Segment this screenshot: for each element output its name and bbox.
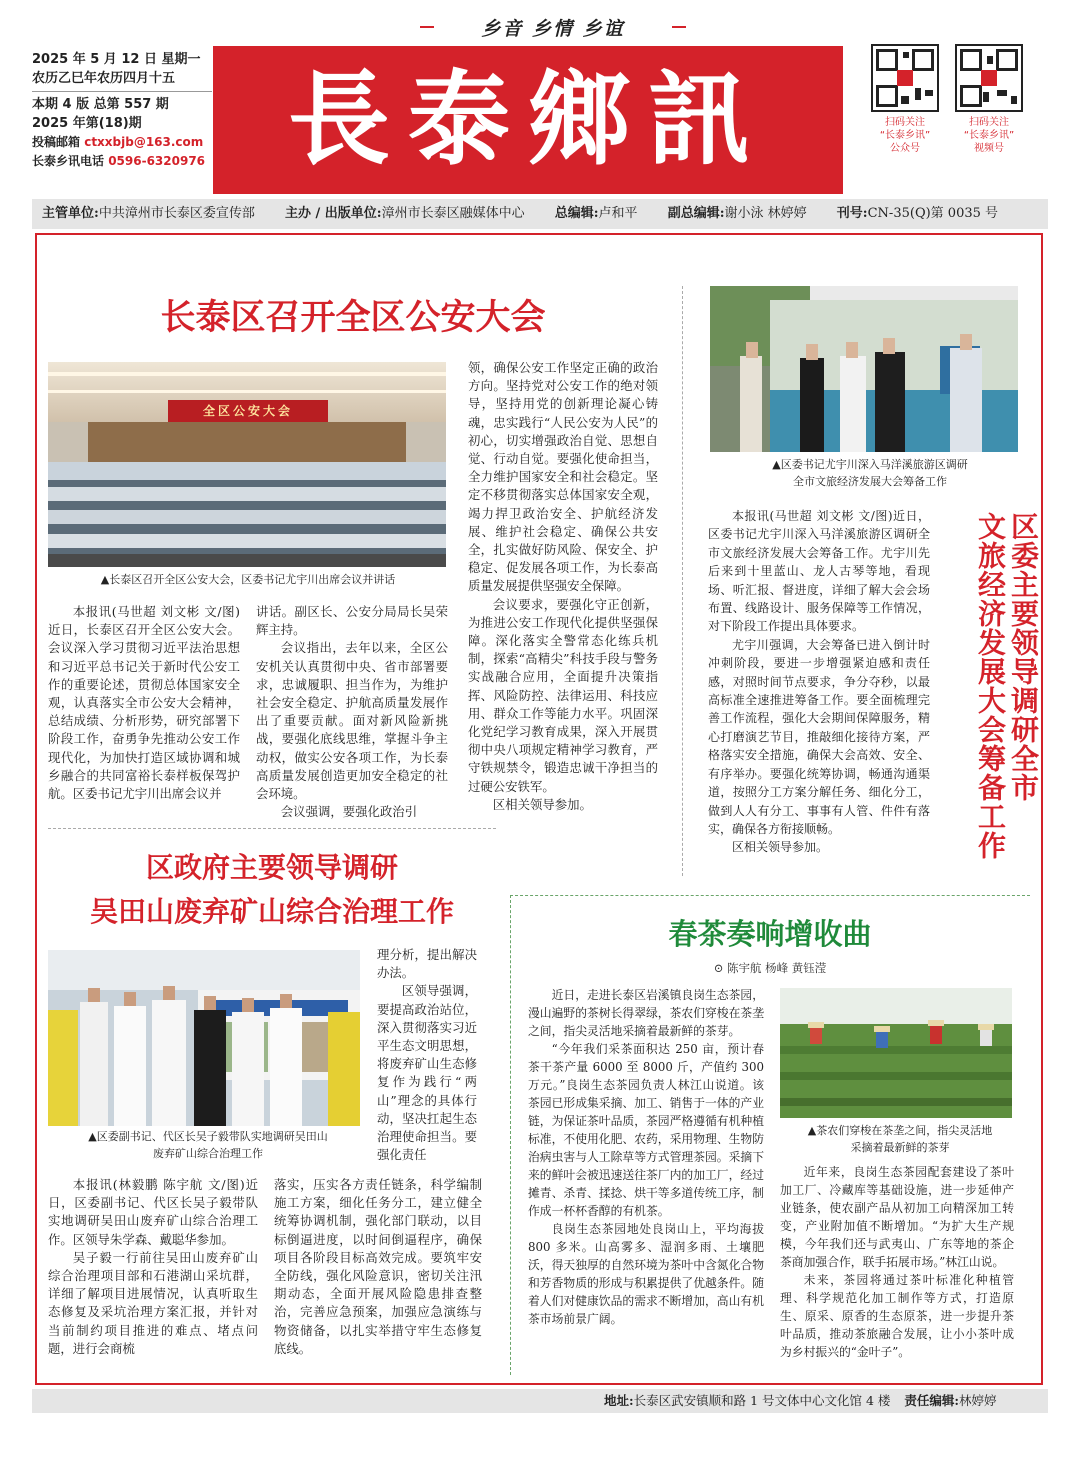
- article3-col2: [274, 1176, 482, 1358]
- tour-bus-image: [710, 286, 1018, 452]
- article3-col1-b: 吴子毅一行前往吴田山废弃矿山综合治理项目部和石港湖山采坑群，详细了解项目进展情况，认真听取生态修复及采坑治理方案汇报，并针对当前制约项目推进的难点、堵点问题，进行会商梳: [48, 1249, 258, 1356]
- publisher-label: 主办 / 出版单位:: [284, 206, 382, 221]
- email-label: 投稿邮箱: [32, 135, 81, 149]
- slogan: 乡音 乡情 乡谊: [481, 18, 625, 40]
- footer-editor-label: 责任编辑:: [904, 1393, 960, 1408]
- article3-headline-line1: 区政府主要领导调研: [145, 851, 398, 884]
- article1-col2-text-c: 会议强调，要强化政治引: [280, 804, 418, 820]
- article2-p1: 本报讯(马世超 刘文彬 文/图)近日，区委书记尤宇川深入马洋溪旅游区调研全市文旅经济发展大会筹备工作。尤宇川先后来到十里蓝山、龙人古琴等地，看现场、听汇报、督进度，详细了解大会会场布置、线路设计、服务保障等工作情况，对下阶段工作提出具体要求。: [708, 509, 930, 634]
- address-label: 地址:: [604, 1393, 634, 1408]
- qr-video-account[interactable]: [944, 44, 1034, 154]
- article4-right-p2: 未来，茶园将通过茶叶标准化种植管理、科学规范化加工制作等方式，打造原生、原采、原香的生态原茶，进一步提升茶叶品质，推动茶旅融合发展，让小小茶叶成为乡村振兴的“金叶子”。: [780, 1273, 1014, 1359]
- publisher: 漳州市长泰区融媒体中心: [381, 206, 525, 221]
- masthead-title: 長泰鄉訊: [288, 60, 768, 180]
- article4-left-p2: “今年我们采茶面积达 250 亩，预计春茶干茶产量 6000 至 8000 斤，产值约 300 万元。”良岗生态茶园负责人林江山说道。该茶园已形成集采摘、加工、销售于一体的产业链，为保证茶叶品质，茶园严格遵循有机种植标准，不使用化肥、农药，采用物理、生物防治病虫害与人工除草等方式管理茶园。采摘下来的鲜叶会被迅速送往茶厂内的加工厂，经过摊青、杀青、揉捻、烘干等多道传统工序，制作成一杯杯香醇的有机茶。: [528, 1042, 764, 1218]
- article3-right-text: 理分析，提出解决办法。: [377, 947, 477, 981]
- article2-caption: ▲区委书记尤宇川深入马洋溪旅游区调研 全市文旅经济发展大会筹备工作: [772, 458, 968, 488]
- article4-right-col: [780, 1163, 1014, 1361]
- footer-editor: 林婷婷: [959, 1393, 997, 1408]
- article3-headline: [48, 846, 496, 934]
- article1-col1: [48, 603, 240, 803]
- qr-caption: 扫码关注 “长泰乡讯” 公众号: [879, 117, 931, 154]
- article1-col3-text-b: 会议要求，要强化守正创新，为推进公安工作现代化提供坚强保障。深化落实全警常态化练兵机制，探索“高精尖”科技手段与警务实战融合应用，全面提升决策指挥、风险防控、法律运用、科技应用、群众工作等能力水平。巩固深化党纪学习教育成果，深入开展贯彻中央八项规定精神学习教育，严守铁规禁令，锻造忠诚干净担当的过硬公安铁军。: [468, 596, 658, 794]
- article2-headline: 区委主要领导调研全市 文旅经济发展大会筹备工作: [974, 512, 1040, 860]
- tea-garden-image: [780, 988, 1012, 1118]
- article3-photo: [48, 950, 360, 1126]
- article4-headline: 春茶奏响增收曲: [668, 917, 872, 951]
- lunar-date: 农历乙巳年农历四月十五: [32, 71, 176, 86]
- article1-caption: ▲长泰区召开全区公安大会，区委书记尤宇川出席会议并讲话: [100, 573, 396, 586]
- article3-caption: ▲区委副书记、代区长吴子毅带队实地调研吴田山 废弃矿山综合治理工作: [88, 1130, 328, 1160]
- footer-bar: [32, 1389, 1048, 1413]
- section-divider: [48, 828, 496, 829]
- email-address[interactable]: ctxxbjb@163.com: [84, 135, 204, 149]
- article3-col1-a: 本报讯(林毅鹏 陈宇航 文/图)近日，区委副书记、代区长吴子毅带队实地调研吴田山废弃矿山综合治理工作。区领导朱学森、戴聪华参加。: [48, 1177, 258, 1247]
- article4-caption: ▲茶农们穿梭在茶垄之间，指尖灵活地 采摘着最新鲜的茶芽: [807, 1124, 993, 1154]
- article4-left-col: [528, 986, 764, 1328]
- meeting-hall-image: [48, 362, 446, 567]
- phone-number: 0596-6320976: [108, 154, 206, 168]
- article4-byline: ⊙ 陈宇航 杨峰 黄钰滢: [713, 961, 827, 975]
- column-divider: [682, 286, 683, 876]
- supervisor: 中共漳州市长泰区委宣传部: [98, 206, 255, 221]
- info-bar: [32, 199, 1048, 229]
- deputy-editor: 谢小泳 林婷婷: [724, 206, 807, 221]
- mine-site-image: [48, 950, 360, 1126]
- article3-col2-text: 落实，压实各方责任链条，科学编制施工方案，细化任务分工，建立健全统筹协调机制，强化部门联动，以目标倒逼进度，以时间倒逼程序，确保项目各阶段目标高效完成。要筑牢安全防线，强化风险意识，密切关注汛期动态，全面开展风险隐患排查整治，完善应急预案，加强应急演练与物资储备，以扎实举措守牢生态修复底线。: [274, 1177, 482, 1356]
- meeting-banner: 全区公安大会: [202, 404, 293, 418]
- year-issue: 2025 年第(18)期: [32, 116, 142, 131]
- article1-col3-text-a: 领，确保公安工作坚定正确的政治方向。坚持党对公安工作的绝对领导，坚持用党的创新理论凝心铸魂，忠实践行“人民公安为人民”的初心，切实增强政治自觉、思想自觉、行动自觉。要强化使命担当，全力维护国家安全和社会稳定。坚定不移贯彻落实总体国家安全观，竭力捍卫政治安全、护航经济发展、维护社会稳定、确保公共安全，扎实做好防风险、保安全、护稳定、促发展各项工作，为长泰高质量发展提供坚强安全保障。: [468, 360, 658, 594]
- article1-col2: [256, 603, 448, 821]
- phone-label: 长泰乡讯电话: [32, 154, 105, 168]
- issue-info: [32, 50, 212, 171]
- qr-public-account[interactable]: [860, 44, 950, 154]
- qr-code-icon: [955, 44, 1023, 112]
- qr-caption: 扫码关注 “长泰乡讯” 视频号: [963, 117, 1015, 154]
- issn: CN-35(Q)第 0035 号: [867, 206, 999, 221]
- article4-photo: [780, 988, 1012, 1118]
- editor-label: 总编辑:: [554, 206, 599, 221]
- issue-date: 2025 年 5 月 12 日 星期一: [32, 52, 201, 67]
- article1-col3: [468, 359, 658, 814]
- issn-label: 刊号:: [836, 206, 868, 221]
- article3-right-text-2: 区领导强调，要提高政治站位，深入贯彻落实习近平生态文明思想，将废弃矿山生态修复作为践行“两山”理念的具体行动，坚决扛起生态治理使命担当。要强化责任: [377, 983, 477, 1163]
- supervisor-label: 主管单位:: [42, 206, 99, 221]
- address: 长泰区武安镇顺和路 1 号文体中心文化馆 4 楼: [633, 1393, 891, 1408]
- article4-left-p1: 近日，走进长泰区岩溪镇良岗生态茶园，漫山遍野的茶树长得翠绿，茶农们穿梭在茶垄之间，指尖灵活地采摘着最新鲜的茶芽。: [528, 988, 764, 1038]
- article4-left-p3: 良岗生态茶园地处良岗山上，平均海拔 800 多米。山高雾多、湿润多雨、土壤肥沃，得天独厚的自然环境为茶叶中含氮化合物和芳香物质的形成与积累提供了优越条件。随着人们对健康饮品的需求不断增加，高山有机茶市场前景广阔。: [528, 1222, 764, 1326]
- article1-col2-text-b: 会议指出，去年以来，全区公安机关认真贯彻中央、省市部署要求，忠诚履职、担当作为，为维护社会安全稳定、护航高质量发展作出了重要贡献。面对新风险新挑战，要强化底线思维，掌握斗争主动权，做实公安各项工作，为长泰高质量发展创造更加安全稳定的社会环境。: [256, 640, 448, 802]
- article1-headline: 长泰区召开全区公安大会: [160, 297, 546, 338]
- article2-p3: 区相关领导参加。: [732, 840, 829, 855]
- tea-divider-top: [510, 895, 1030, 896]
- qr-code-icon: [871, 44, 939, 112]
- deputy-label: 副总编辑:: [667, 206, 725, 221]
- article2-body: [708, 507, 930, 857]
- editor: 卢和平: [598, 206, 638, 221]
- article1-col2-text-a: 讲话。副区长、公安分局局长吴荣辉主持。: [256, 604, 448, 638]
- article3-right-col: [377, 946, 477, 1164]
- article1-col1-text: 本报讯(马世超 刘文彬 文/图)近日，长泰区召开全区公安大会。会议深入学习贯彻习近平法治思想和习近平总书记关于新时代公安工作的重要论述，贯彻总体国家安全观，认真落实全市公安大会精神，总结成绩、分析形势，研究部署下阶段工作，奋勇争先推动公安工作现代化，为加快打造区域协调和城乡融合的共同富裕长泰样板保驾护航。区委书记尤宇川出席会议并: [48, 604, 240, 802]
- tea-divider: [510, 895, 511, 1375]
- article1-col3-text-c: 区相关领导参加。: [492, 796, 592, 812]
- article3-col1: [48, 1176, 258, 1358]
- article3-headline-line2: 吴田山废弃矿山综合治理工作: [89, 895, 454, 928]
- issue-number: 本期 4 版 总第 557 期: [32, 97, 169, 112]
- article2-photo: [710, 286, 1018, 452]
- article1-photo: [48, 362, 446, 567]
- article2-p2: 尤宇川强调，大会筹备已进入倒计时冲刺阶段，要进一步增强紧迫感和责任感，对照时间节点要求，争分夺秒，以最高标准全速推进筹备工作。要全面梳理完善工作流程，强化大会期间保障服务，精心打磨演艺节目，推敲细化接待方案，严格落实安全措施，确保大会高效、安全、有序举办。要强化统筹协调，畅通沟通渠道，按照分工方案分解任务、细化分工，做到人人有分工、事事有人管、件件有落实，确保各方衔接顺畅。: [708, 637, 930, 836]
- article4-right-p1: 近年来，良岗生态茶园配套建设了茶叶加工厂、冷藏库等基础设施，进一步延伸产业链条，使农副产品从初加工向精深加工转变，产业附加值不断增加。“为扩大生产规模，今年我们还与武夷山、广东等地的茶企茶商加强合作，联手拓展市场。”林江山说。: [780, 1165, 1014, 1269]
